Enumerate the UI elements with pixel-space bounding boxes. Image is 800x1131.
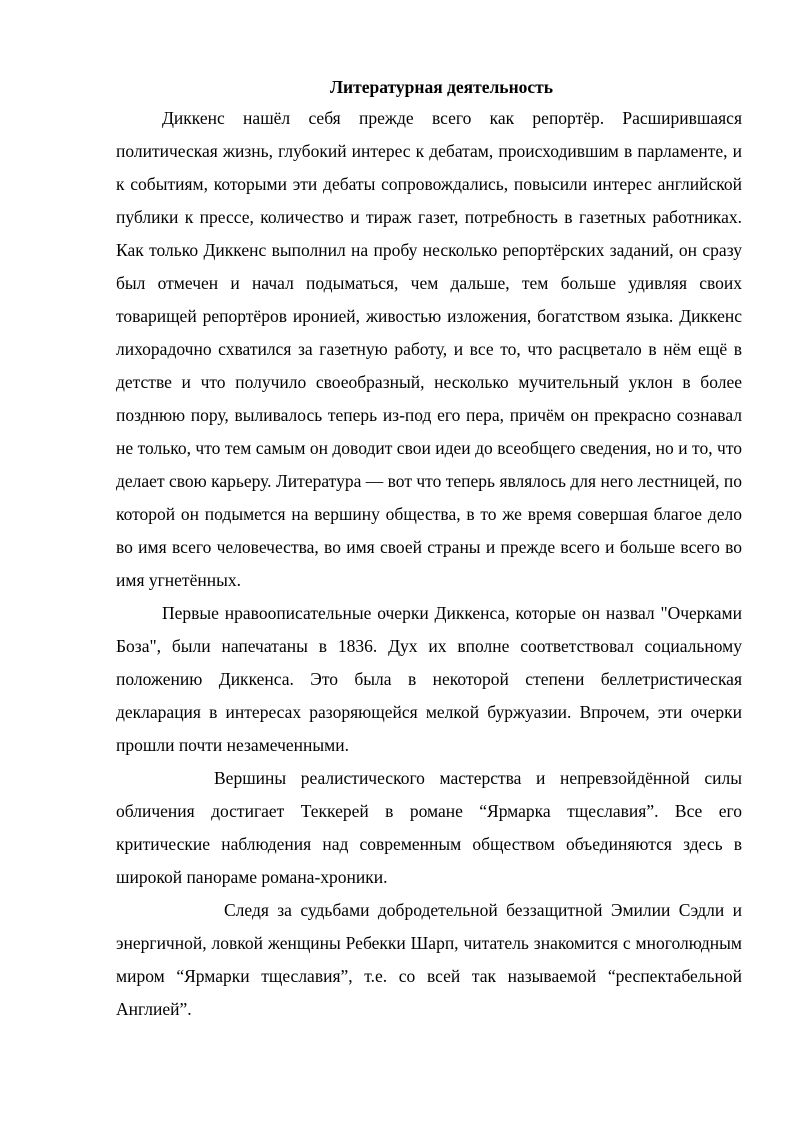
paragraph-vanity-fair: Вершины реалистического мастерства и непревзойдённой силы обличения достигает Теккерей в романе “Ярмарка тщеславия”. Все его критические наблюдения над современным обществом объединяются здесь в широкой панораме романа-хроники. <box>116 768 742 887</box>
section-heading: Литературная деятельность <box>330 77 554 97</box>
document-page <box>116 72 742 1026</box>
paragraph-amelia-becky: Следя за судьбами добродетельной беззащитной Эмилии Сэдли и энергичной, ловкой женщины Ребекки Шарп, читатель знакомится с многолюдным миром “Ярмарки тщеславия”, т.е. со всей так называемой “респектабельной Англией”. <box>116 900 742 1019</box>
paragraph-boz-sketches: Первые нравоописательные очерки Диккенса, которые он назвал "Очерками Боза", были напечатаны в 1836. Дух их вполне соответствовал социальному положению Диккенса. Это была в некоторой степени беллетристическая декларация в интересах разоряющейся мелкой буржуазии. Впрочем, эти очерки прошли почти незамеченными. <box>116 603 742 755</box>
paragraph-dickens-reporter: Диккенс нашёл себя прежде всего как репортёр. Расширившаяся политическая жизнь, глубокий интерес к дебатам, происходившим в парламенте, и к событиям, которыми эти дебаты сопровождались, повысили интерес английской публики к прессе, количество и тираж газет, потребность в газетных работниках. Как только Диккенс выполнил на пробу несколько репортёрских заданий, он сразу был отмечен и начал подыматься, чем дальше, тем больше удивляя своих товарищей репортёров иронией, живостью изложения, богатством языка. Диккенс лихорадочно схватился за газетную работу, и все то, что расцветало в нём ещё в детстве и что получило своеобразный, несколько мучительный уклон в более позднюю пору, выливалось теперь из-под его пера, причём он прекрасно сознавал не только, что тем самым он доводит свои идеи до всеобщего сведения, но и то, что делает свою карьеру. Литература — вот что теперь являлось для него лестницей, по которой он подымется на вершину общества, в то же время совершая благое дело во имя всего человечества, во имя своей страны и прежде всего и больше всего во имя угнетённых. <box>116 108 742 590</box>
